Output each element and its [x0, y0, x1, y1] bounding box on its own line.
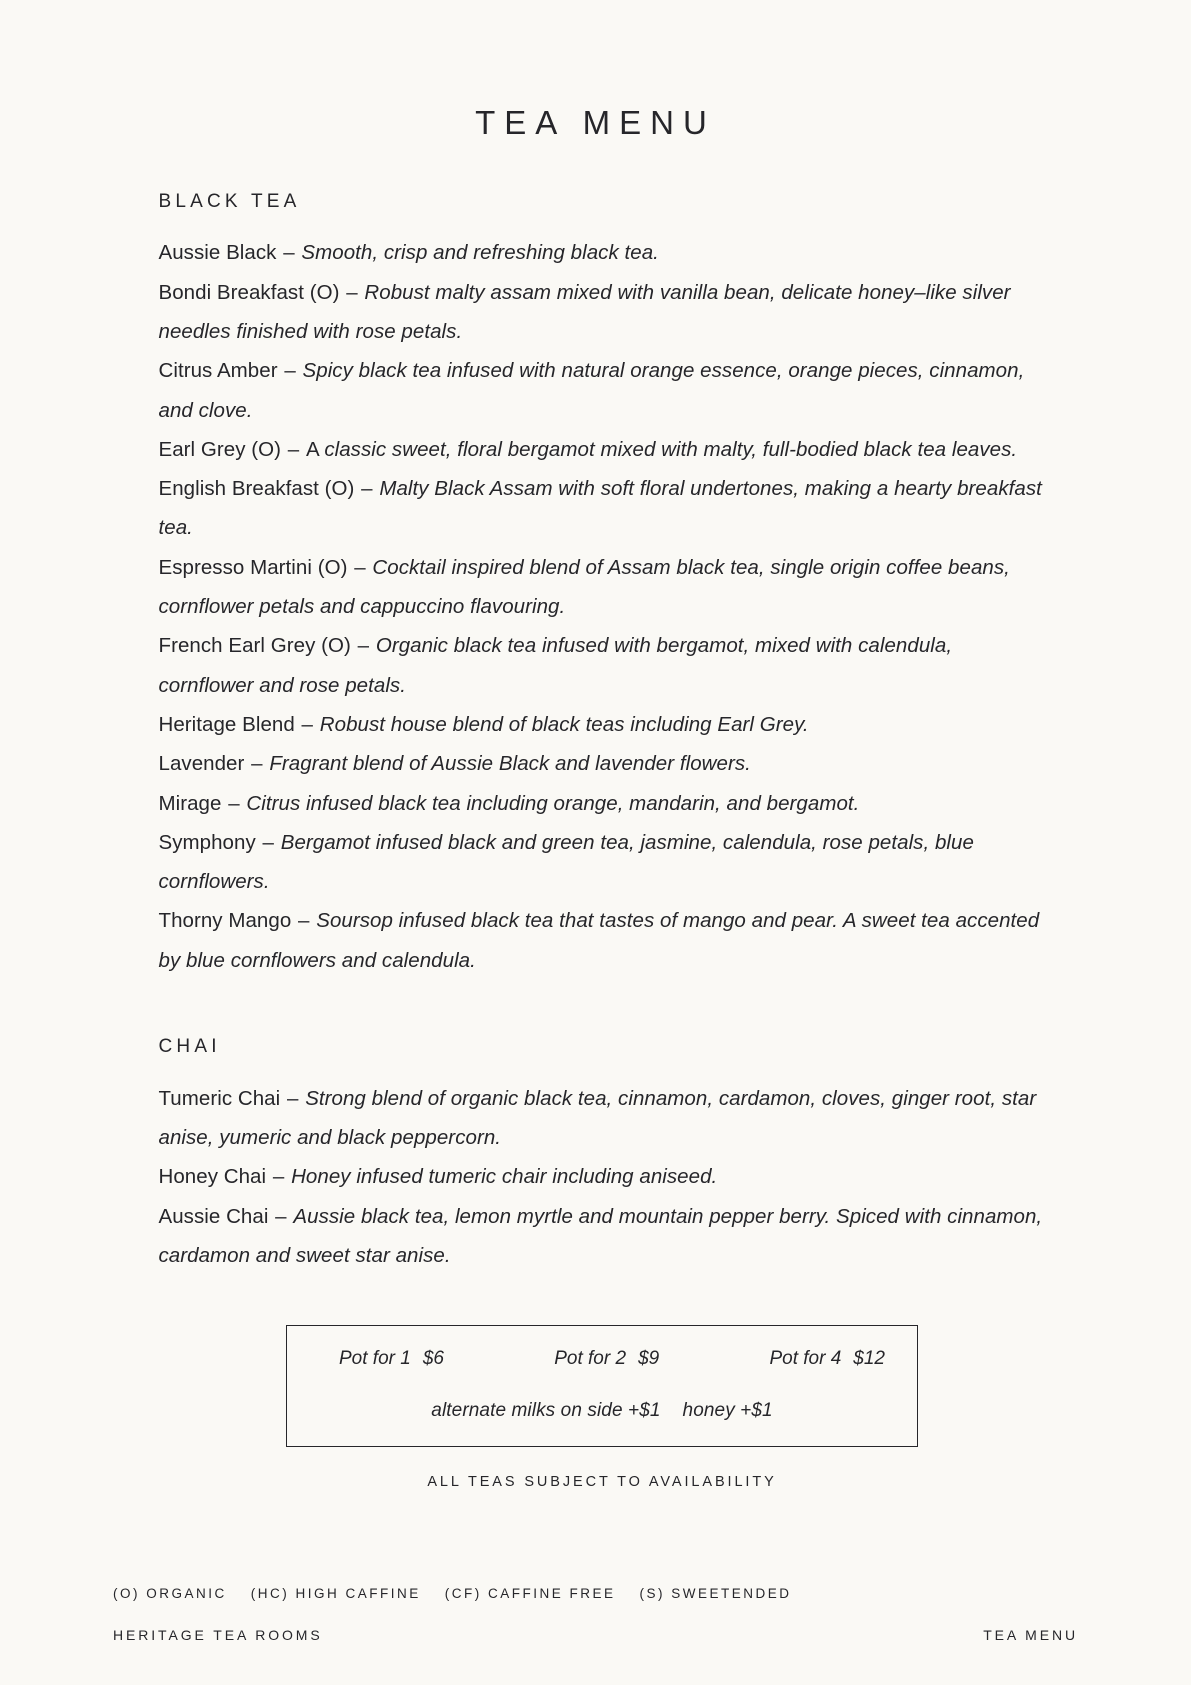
tea-item-description: Honey infused tumeric chair including aniseed. [291, 1165, 718, 1189]
tea-item-name: Aussie Black [158, 241, 277, 265]
tea-item-separator: – [340, 280, 364, 304]
pricing-addon: honey +$1 [682, 1400, 773, 1422]
footer-legend [113, 1586, 1078, 1601]
tea-item-separator: – [355, 477, 379, 501]
footer-legend-item: (S) SWEETENDED [639, 1586, 792, 1601]
tea-item-name: Bondi Breakfast (O) [158, 280, 340, 304]
tea-list-black-tea [159, 213, 1046, 980]
footer-page-label: TEA MENU [983, 1627, 1078, 1643]
tea-item-name: English Breakfast (O) [158, 477, 355, 501]
tea-item-description: Cocktail inspired blend of Assam black tea, single origin coffee beans, cornflower petals and cappuccino flavouring. [158, 555, 1010, 619]
tea-item [159, 469, 1046, 548]
tea-item-description: Bergamot infused black and green tea, jasmine, calendula, rose petals, blue cornflowers. [158, 830, 974, 894]
pricing-value: $6 [422, 1348, 444, 1370]
tea-item-separator: – [281, 1086, 305, 1110]
tea-item [159, 1079, 1046, 1158]
tea-item-separator: – [282, 437, 305, 461]
tea-item-separator: – [256, 830, 280, 854]
tea-item-separator: – [278, 359, 302, 383]
tea-item-description: Strong blend of organic black tea, cinnamon, cardamon, cloves, ginger root, star anise, yumeric and black peppercorn. [158, 1086, 1037, 1150]
tea-item [159, 744, 1046, 783]
pricing-label: Pot for 4 [769, 1348, 842, 1370]
tea-item-description: Smooth, crisp and refreshing black tea. [301, 241, 659, 265]
tea-item [159, 705, 1046, 744]
tea-item-separator: – [351, 634, 375, 658]
tea-item [159, 1157, 1046, 1196]
tea-item [159, 233, 1046, 272]
footer-brand: HERITAGE TEA ROOMS [113, 1627, 323, 1643]
tea-item-separator: – [269, 1204, 293, 1228]
tea-item-description: Spicy black tea infused with natural orange essence, orange pieces, cinnamon, and clove. [158, 359, 1025, 422]
section-header-chai: CHAI [158, 1036, 221, 1058]
tea-item-description: Malty Black Assam with soft floral undertones, making a hearty breakfast tea. [158, 477, 1042, 540]
footer-legend-item: (HC) HIGH CAFFINE [250, 1586, 421, 1601]
footer-legend-item: (CF) CAFFINE FREE [444, 1586, 616, 1601]
tea-item-name: Thorny Mango [158, 909, 292, 933]
pricing-value: $9 [638, 1348, 660, 1370]
pricing-box-wrapper [159, 1275, 1046, 1447]
tea-item [159, 430, 1046, 469]
availability-note: ALL TEAS SUBJECT TO AVAILABILITY [427, 1474, 777, 1491]
pricing-value: $12 [853, 1348, 885, 1370]
pricing-box [286, 1325, 918, 1447]
tea-item-lead: A [305, 437, 325, 461]
tea-item-name: Lavender [158, 752, 245, 776]
tea-item-separator: – [295, 712, 319, 736]
pricing-addon: alternate milks on side +$1 [431, 1400, 661, 1422]
tea-item-description: Soursop infused black tea that tastes of mango and pear. A sweet tea accented by blue cornflowers and calendula. [158, 909, 1040, 972]
tea-item-separator: – [267, 1165, 291, 1189]
tea-item [159, 823, 1046, 902]
tea-item [159, 548, 1046, 627]
pricing-label: Pot for 2 [554, 1348, 627, 1370]
section-black-tea [159, 143, 1046, 980]
tea-item-name: Heritage Blend [158, 712, 295, 736]
menu-content [146, 143, 1046, 1491]
tea-item-separator: – [277, 241, 301, 265]
pricing-cell [769, 1348, 885, 1370]
tea-item-description: Citrus infused black tea including orange, mandarin, and bergamot. [246, 791, 860, 815]
pricing-cell [339, 1348, 444, 1370]
tea-item [159, 1197, 1046, 1276]
tea-item-separator: – [222, 791, 246, 815]
tea-item-separator: – [348, 555, 372, 579]
tea-item [159, 273, 1046, 352]
pricing-label: Pot for 1 [339, 1348, 411, 1370]
pricing-row [317, 1348, 887, 1370]
tea-item-name: Aussie Chai [158, 1204, 269, 1228]
tea-item-name: Earl Grey (O) [158, 437, 282, 461]
tea-item-description: Robust house blend of black teas including Earl Grey. [319, 712, 809, 736]
tea-list-chai [159, 1059, 1046, 1275]
footer-legend-item: (O) ORGANIC [113, 1586, 227, 1601]
pricing-addons-row [317, 1370, 887, 1422]
tea-item-name: Symphony [158, 830, 256, 854]
tea-item-name: Citrus Amber [158, 359, 278, 383]
tea-item-name: Tumeric Chai [158, 1086, 281, 1110]
pricing-cell [554, 1348, 659, 1370]
tea-item [159, 351, 1046, 430]
tea-item-name: Mirage [158, 791, 222, 815]
tea-item-name: Espresso Martini (O) [158, 555, 348, 579]
tea-item [159, 784, 1046, 823]
section-chai [159, 980, 1046, 1275]
tea-item [159, 901, 1046, 980]
tea-item-name: French Earl Grey (O) [158, 634, 351, 658]
footer-bottom [113, 1601, 1078, 1643]
page-title: TEA MENU [475, 104, 716, 141]
tea-item-description: classic sweet, floral bergamot mixed with malty, full-bodied black tea leaves. [324, 437, 1018, 461]
section-header-black-tea: BLACK TEA [158, 190, 301, 212]
tea-item-name: Honey Chai [158, 1165, 267, 1189]
page-footer [0, 1586, 1191, 1685]
tea-item-separator: – [292, 909, 316, 933]
tea-item-description: Organic black tea infused with bergamot, mixed with calendula, cornflower and rose petals. [158, 634, 953, 697]
tea-item-description: Aussie black tea, lemon myrtle and mountain pepper berry. Spiced with cinnamon, cardamon and sweet star anise. [158, 1204, 1043, 1268]
tea-item [159, 626, 1046, 705]
tea-item-description: Fragrant blend of Aussie Black and lavender flowers. [269, 752, 751, 776]
tea-item-description: Robust malty assam mixed with vanilla bean, delicate honey–like silver needles finished with rose petals. [158, 280, 1011, 343]
tea-item-separator: – [245, 752, 269, 776]
